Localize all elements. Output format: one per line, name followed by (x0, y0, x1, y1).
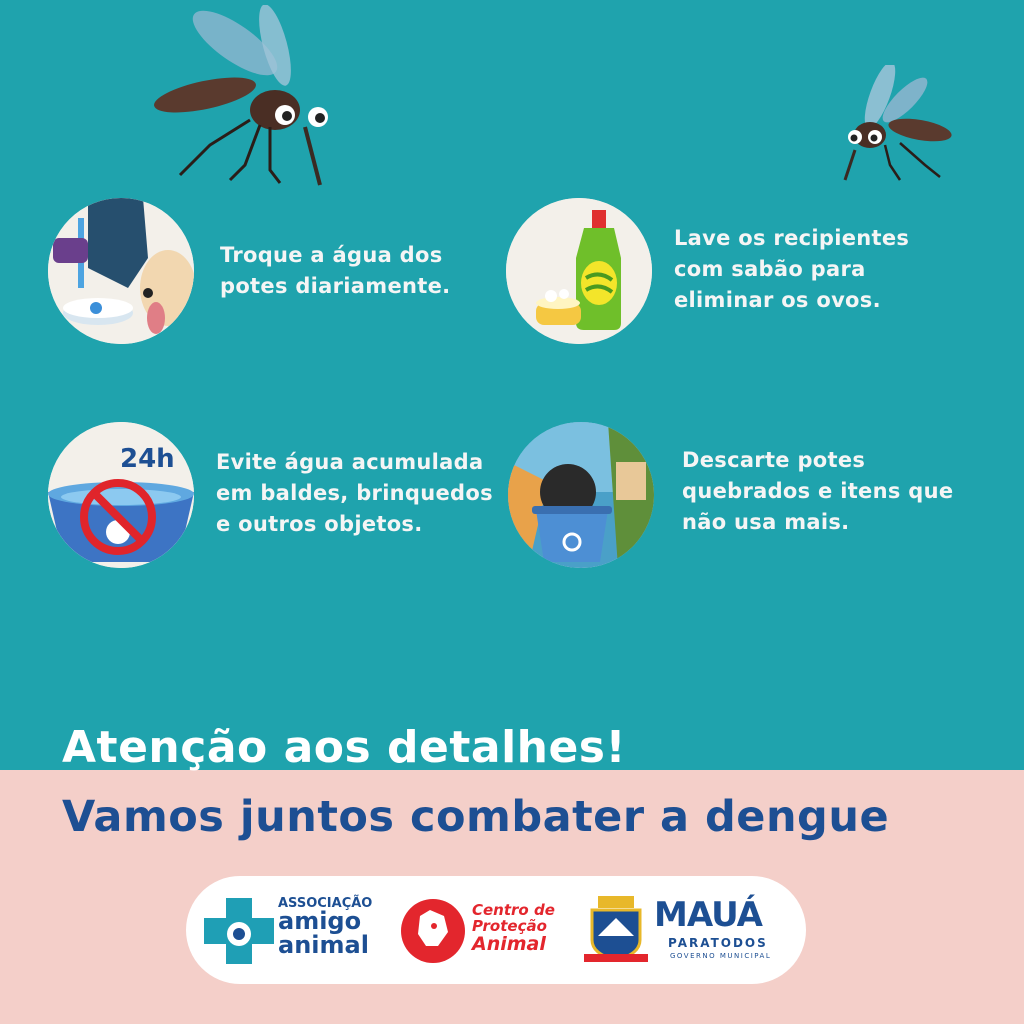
cpa-line2: Proteção (472, 917, 547, 935)
tip-discard (508, 422, 953, 568)
subline: Vamos juntos combater a dengue (62, 792, 890, 842)
no-water-24h-icon (48, 422, 194, 568)
mosquito-right-icon (830, 65, 960, 185)
maua-line1: MAUÁ (654, 895, 762, 935)
maua-line3: GOVERNO MUNICIPAL (670, 952, 772, 960)
logo-cpa (400, 894, 570, 966)
paw-cross-icon (204, 898, 274, 964)
dog-bowl-icon (48, 198, 194, 344)
trash-bin-icon (508, 422, 654, 568)
tip-text: Evite água acumulada em baldes, brinquedos e outros objetos. (216, 449, 493, 536)
maua-coat-of-arms-icon (584, 896, 648, 966)
amigo-line2: amigo (278, 907, 362, 935)
headline: Atenção aos detalhes! (62, 722, 627, 773)
logos-bar (186, 876, 806, 984)
tip-standing-water (48, 422, 493, 568)
tip-water-bowl (48, 198, 450, 344)
mosquito-left-icon (150, 5, 340, 190)
tip-text: Descarte potes quebrados e itens que não usa mais. (682, 447, 954, 534)
logo-amigo-animal (204, 894, 384, 966)
detergent-bottle-icon (506, 198, 652, 344)
badge-24h: 24h (120, 444, 175, 474)
cpa-line1: Centro de (472, 901, 555, 919)
cpa-dog-icon (400, 898, 466, 964)
tip-text: Troque a água dos potes diariamente. (220, 243, 451, 298)
tip-text: Lave os recipientes com sabão para eliminar os ovos. (674, 225, 910, 312)
maua-line2: PARATODOS (668, 936, 768, 950)
logo-maua (654, 896, 794, 968)
cpa-line3: Animal (472, 933, 546, 955)
tip-wash-containers (506, 198, 909, 344)
amigo-line3: animal (278, 931, 369, 959)
amigo-line1: ASSOCIAÇÃO (278, 896, 373, 911)
